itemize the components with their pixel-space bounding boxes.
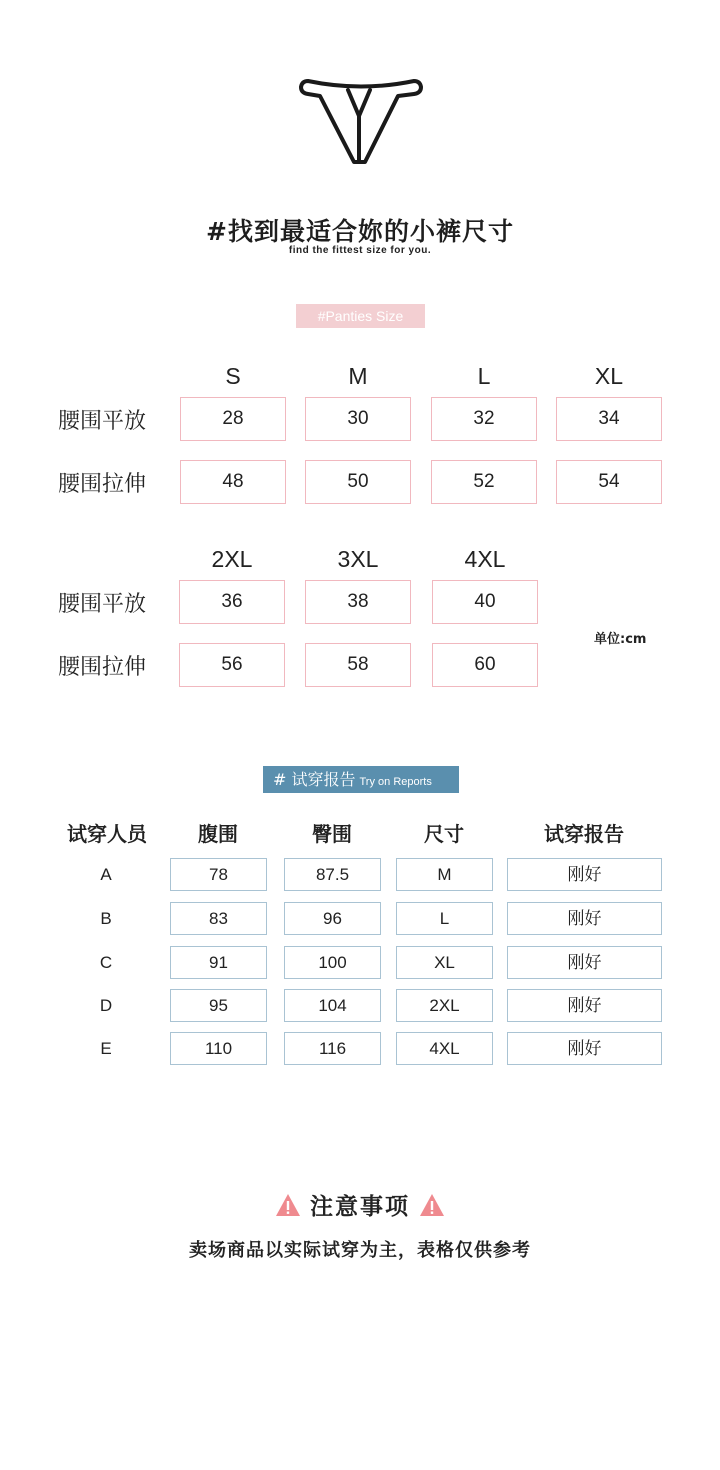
row-label-waist-stretch: 腰围拉伸	[58, 655, 147, 680]
try-on-badge	[263, 766, 459, 793]
report-hip: 87.5	[284, 858, 381, 891]
size-header: 4XL	[464, 546, 506, 572]
size-cell: 48	[180, 460, 286, 504]
report-header: 臀围	[312, 822, 352, 846]
report-belly: 78	[170, 858, 267, 891]
report-result: 刚好	[507, 1032, 662, 1065]
report-header: 试穿人员	[67, 822, 147, 846]
report-size: L	[396, 902, 493, 935]
report-hip: 104	[284, 989, 381, 1022]
size-cell: 58	[305, 643, 411, 687]
notice-heading	[0, 1188, 720, 1224]
report-size: 2XL	[396, 989, 493, 1022]
notice-title: 注意事项	[310, 1194, 410, 1220]
warning-icon	[275, 1193, 301, 1217]
panties-icon	[298, 78, 424, 166]
report-result: 刚好	[507, 946, 662, 979]
row-label-waist-flat: 腰围平放	[58, 592, 147, 617]
report-header: 腹围	[198, 822, 238, 846]
size-cell: 30	[305, 397, 411, 441]
size-header: L	[477, 363, 491, 389]
size-cell: 28	[180, 397, 286, 441]
report-person: E	[100, 1039, 112, 1058]
report-size: XL	[396, 946, 493, 979]
size-cell: 50	[305, 460, 411, 504]
warning-icon	[419, 1193, 445, 1217]
size-header: XL	[594, 363, 624, 389]
unit-label: 单位:cm	[594, 632, 647, 647]
report-belly: 110	[170, 1032, 267, 1065]
report-header: 尺寸	[424, 822, 464, 846]
report-header: 试穿报告	[544, 822, 624, 846]
report-person: D	[99, 996, 113, 1015]
row-label-waist-flat: 腰围平放	[58, 409, 147, 434]
size-cell: 54	[556, 460, 662, 504]
notice-text: 卖场商品以实际试穿为主，表格仅供参考	[189, 1240, 531, 1261]
size-header: M	[348, 363, 368, 389]
report-size: 4XL	[396, 1032, 493, 1065]
report-size: M	[396, 858, 493, 891]
report-belly: 91	[170, 946, 267, 979]
page-subtitle: find the fittest size for you.	[288, 245, 432, 256]
report-result: 刚好	[507, 989, 662, 1022]
report-hip: 116	[284, 1032, 381, 1065]
size-header: 2XL	[211, 546, 253, 572]
report-result: 刚好	[507, 902, 662, 935]
size-header: S	[225, 363, 241, 389]
size-cell: 60	[432, 643, 538, 687]
try-on-badge-zh: # 试穿报告	[273, 770, 356, 789]
size-cell: 40	[432, 580, 538, 624]
report-person: A	[100, 865, 112, 884]
report-belly: 95	[170, 989, 267, 1022]
size-cell: 56	[179, 643, 285, 687]
size-cell: 38	[305, 580, 411, 624]
size-cell: 32	[431, 397, 537, 441]
try-on-badge-en: Try on Reports	[359, 776, 432, 788]
row-label-waist-stretch: 腰围拉伸	[58, 472, 147, 497]
size-cell: 52	[431, 460, 537, 504]
size-cell: 36	[179, 580, 285, 624]
size-cell: 34	[556, 397, 662, 441]
report-person: B	[100, 909, 112, 928]
report-hip: 100	[284, 946, 381, 979]
report-person: C	[99, 953, 113, 972]
report-belly: 83	[170, 902, 267, 935]
size-header: 3XL	[337, 546, 379, 572]
report-hip: 96	[284, 902, 381, 935]
panties-size-badge: #Panties Size	[296, 304, 425, 328]
page-title: #找到最适合妳的小裤尺寸	[206, 217, 514, 246]
report-result: 刚好	[507, 858, 662, 891]
